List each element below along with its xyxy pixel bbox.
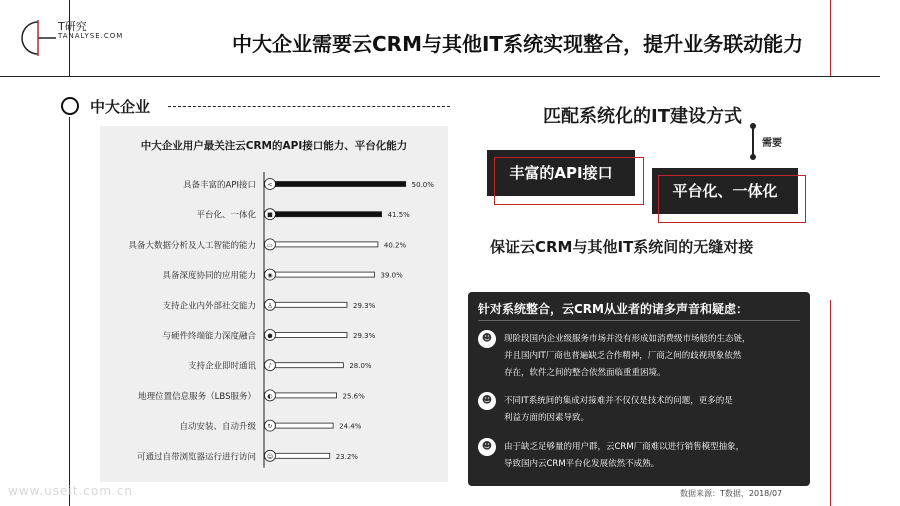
value-label: 40.2% — [383, 241, 407, 250]
value-label: 50.0% — [411, 181, 434, 189]
value-label: 25.6% — [342, 392, 365, 401]
concern-text-line: 现阶段国内企业级服务市场并没有形成如消费级市场般的生态链， — [504, 334, 751, 344]
device-icon-glyph: ● — [267, 332, 273, 340]
browser-icon-glyph: ☺ — [266, 453, 274, 461]
watermark: www.useit.com.cn — [8, 484, 133, 498]
bar — [264, 333, 347, 338]
bar — [264, 212, 382, 217]
platform-box: 平台化、一体化 — [652, 168, 798, 214]
need-label: 需要 — [762, 138, 782, 149]
concerns-divider — [478, 320, 800, 321]
header-divider — [0, 76, 880, 77]
share-icon-glyph: < — [267, 181, 273, 189]
link-icon-glyph: ◉ — [267, 272, 273, 280]
category-label: 支持企业内外部社交能力 — [162, 301, 256, 312]
category-label: 具备丰富的API接口 — [183, 180, 256, 191]
section-bullet-icon — [61, 97, 79, 115]
concern-text-line: 由于缺乏足够量的用户群，云CRM厂商难以进行销售模型抽象， — [504, 442, 745, 452]
concern-text-line: 不同IT系统间的集成对接难并不仅仅是技术的问题，更多的是 — [504, 396, 733, 406]
concerns-title: 针对系统整合，云CRM从业者的诸多声音和疑虑： — [478, 302, 748, 316]
concern-text-line: 利益方面的因素导致。 — [504, 413, 590, 423]
section-title: 中大企业 — [90, 98, 151, 116]
brand-name-cn: T研究 — [58, 20, 87, 33]
category-label: 平台化、一体化 — [196, 210, 256, 221]
value-label: 29.3% — [353, 332, 376, 340]
chart-icon-glyph: ▭ — [267, 241, 273, 249]
concern-text-line: 存在，软件之间的整合依然面临重重困境。 — [504, 368, 666, 378]
frame-line-right-lower — [830, 300, 831, 506]
value-label: 24.4% — [339, 422, 362, 431]
bar — [264, 272, 375, 280]
person-icon: ☻ — [478, 438, 496, 456]
chart-title: 中大企业用户最关注云CRM的API接口能力、平台化能力 — [140, 140, 408, 152]
api-interface-box: 丰富的API接口 — [487, 150, 635, 196]
right-title: 匹配系统化的IT建设方式 — [543, 106, 742, 127]
value-label: 29.3% — [353, 301, 376, 310]
frame-line-right-red — [830, 0, 831, 76]
location-icon-glyph: ◐ — [267, 392, 273, 400]
platform-box-outline — [658, 175, 806, 223]
value-label: 28.0% — [349, 362, 372, 371]
bar — [264, 242, 378, 247]
category-label: 具备深度协同的应用能力 — [162, 271, 256, 282]
right-subline: 保证云CRM与其他IT系统间的无缝对接 — [490, 238, 754, 256]
brand-name-en: TANALYSE.COM — [58, 32, 124, 40]
bar-chart — [100, 126, 448, 482]
value-label: 41.5% — [387, 211, 410, 220]
logo-mark-icon — [18, 18, 58, 58]
concern-text-line: 导致国内云CRM平台化发展依然不成熟。 — [504, 459, 660, 469]
chart-panel — [100, 126, 448, 482]
chat-icon-glyph: ♪ — [268, 362, 272, 370]
value-label: 23.2% — [335, 452, 358, 461]
bar — [264, 302, 347, 310]
need-connector-bottom-dot — [750, 154, 756, 160]
section-dash-line — [168, 106, 450, 107]
bar — [264, 182, 406, 187]
category-label: 具备大数据分析及人工智能的能力 — [128, 240, 256, 251]
update-icon-glyph: ↻ — [267, 423, 273, 431]
value-label: 39.0% — [380, 271, 403, 280]
concern-text-line: 并且国内IT厂商也普遍缺乏合作精神，厂商之间的歧视现象依然 — [504, 351, 742, 361]
category-label: 支持企业即时通讯 — [187, 361, 256, 372]
brand-logo — [18, 16, 128, 62]
concerns-panel — [468, 292, 810, 486]
page-headline: 中大企业需要云CRM与其他IT系统实现整合，提升业务联动能力 — [232, 32, 804, 56]
person-icon: ☻ — [478, 392, 496, 410]
box-icon-glyph: ■ — [267, 211, 273, 219]
category-label: 自动安装、自动升级 — [179, 422, 256, 433]
data-source-note: 数据来源：T数据，2018/07 — [680, 489, 783, 498]
frame-line-left-lower — [69, 117, 70, 506]
people-icon-glyph: ♙ — [267, 302, 273, 310]
api-interface-box-outline — [494, 157, 644, 205]
category-label: 与硬件终端能力深度融合 — [162, 331, 256, 342]
need-connector-line — [752, 126, 754, 156]
person-icon: ☻ — [478, 330, 496, 348]
category-label: 可通过自带浏览器运行进行访问 — [136, 452, 256, 463]
category-label: 地理位置信息服务（LBS服务） — [138, 391, 256, 402]
